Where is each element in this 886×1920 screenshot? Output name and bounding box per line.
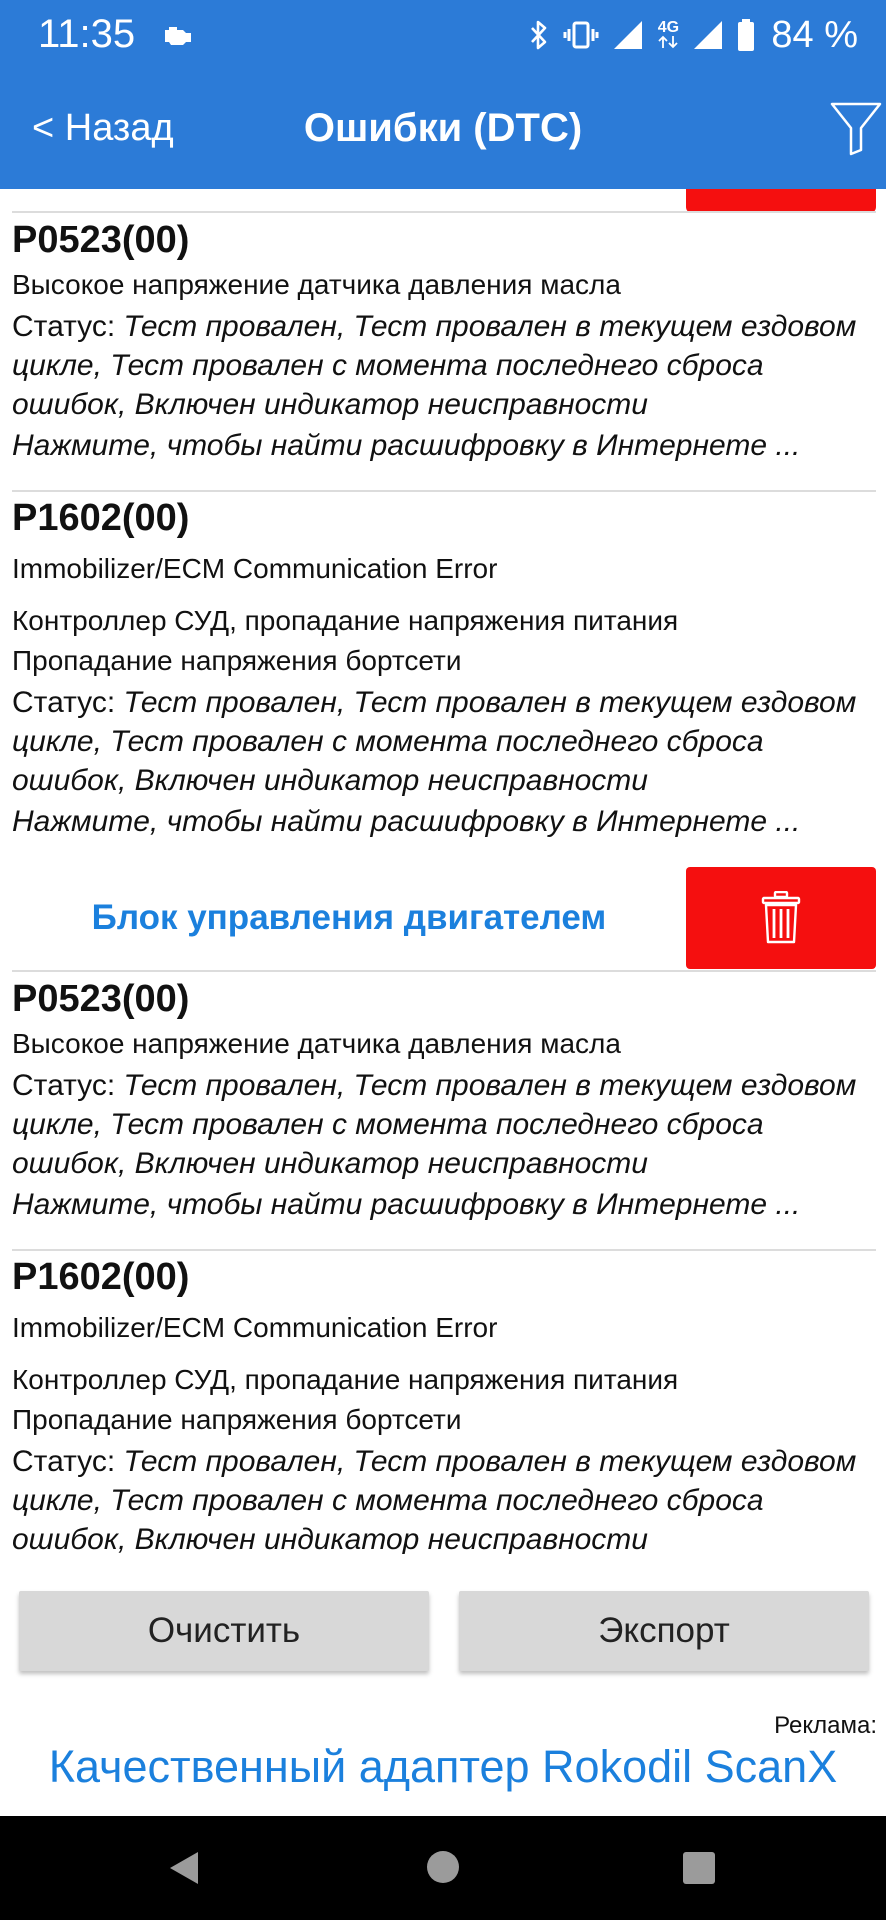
dtc-item[interactable] [12,217,872,466]
export-button[interactable]: Экспорт [459,1591,869,1671]
filter-icon[interactable] [830,100,882,156]
divider [12,211,876,213]
dtc-status [12,683,872,800]
status-time: 11:35 [38,12,136,56]
dtc-code: P1602(00) [12,497,190,539]
trash-icon [761,891,801,945]
dtc-status-value: Тест провален, Тест провален в текущем ездовом цикле, Тест провален с момента последнего сброса ошибок, Включен индикатор неисправности [12,1069,857,1180]
delete-button[interactable] [686,867,876,969]
dtc-status-value: Тест провален, Тест провален в текущем ездовом цикле, Тест провален с момента последнего сброса ошибок, Включен индикатор неисправности [12,310,857,421]
dtc-description-en: Immobilizer/ECM Communication Error [12,553,498,584]
navigation-bar [0,1816,886,1920]
dtc-code: P0523(00) [12,219,190,261]
signal-icon-2 [693,20,723,50]
divider [12,970,876,972]
dtc-status [12,1066,872,1183]
title-bar [0,70,886,189]
nav-back-icon[interactable] [168,1850,200,1886]
network-type: 4G [657,21,679,49]
battery-icon [737,19,755,51]
dtc-status-prefix: Статус: [12,1445,124,1478]
dtc-description-ru: Контроллер СУД, пропадание напряжения питания [12,605,679,636]
dtc-description: Высокое напряжение датчика давления масла [12,1028,621,1059]
dtc-list[interactable] [0,189,886,1554]
dtc-status-prefix: Статус: [12,686,124,719]
dtc-status-prefix: Статус: [12,310,124,343]
app-bar [0,0,886,189]
dtc-item[interactable] [12,1254,872,1554]
dtc-description-ru-2: Пропадание напряжения бортсети [12,645,462,676]
bluetooth-icon [529,19,549,51]
dtc-description: Высокое напряжение датчика давления масла [12,269,621,300]
clear-button[interactable]: Очистить [19,1591,429,1671]
dtc-description-en: Immobilizer/ECM Communication Error [12,1312,498,1343]
nav-home-icon[interactable] [427,1851,459,1883]
data-arrows-icon [657,35,679,49]
dtc-search-hint[interactable]: Нажмите, чтобы найти расшифровку в Интернете ... [12,429,801,462]
dtc-code: P1602(00) [12,1256,190,1298]
dtc-code: P0523(00) [12,978,190,1020]
dtc-search-hint[interactable]: Нажмите, чтобы найти расшифровку в Интернете ... [12,1188,801,1221]
dtc-item[interactable] [12,976,872,1225]
dtc-status-value: Тест провален, Тест провален в текущем ездовом цикле, Тест провален с момента последнего сброса ошибок, Включен индикатор неисправности [12,686,857,797]
dtc-status-value: Тест провален, Тест провален в текущем ездовом цикле, Тест провален с момента последнего сброса ошибок, Включен индикатор неисправности [12,1445,857,1554]
nav-recents-icon[interactable] [683,1852,715,1884]
battery-percent: 84 % [771,13,858,56]
dtc-description-ru-2: Пропадание напряжения бортсети [12,1404,462,1435]
ad-link[interactable]: Качественный адаптер Rokodil ScanX [48,1741,838,1792]
dtc-status [12,307,872,424]
ecu-group-label[interactable]: Блок управления двигателем [91,898,607,937]
signal-icon [613,20,643,50]
delete-button-partial[interactable] [686,189,876,213]
dtc-status-prefix: Статус: [12,1069,124,1102]
status-icons [529,14,858,56]
page-title: Ошибки (DTC) [303,106,583,150]
vibrate-icon [563,20,599,50]
dtc-description-ru: Контроллер СУД, пропадание напряжения питания [12,1364,679,1395]
dtc-search-hint[interactable]: Нажмите, чтобы найти расшифровку в Интернете ... [12,805,801,838]
car-engine-icon [162,22,196,46]
back-button[interactable]: < Назад [32,107,174,149]
status-bar [0,0,886,70]
ecu-group-header [12,867,876,969]
divider [12,1249,876,1251]
ad-label: Реклама: [774,1712,877,1739]
divider [12,490,876,492]
dtc-status [12,1442,872,1554]
dtc-item[interactable] [12,495,872,842]
